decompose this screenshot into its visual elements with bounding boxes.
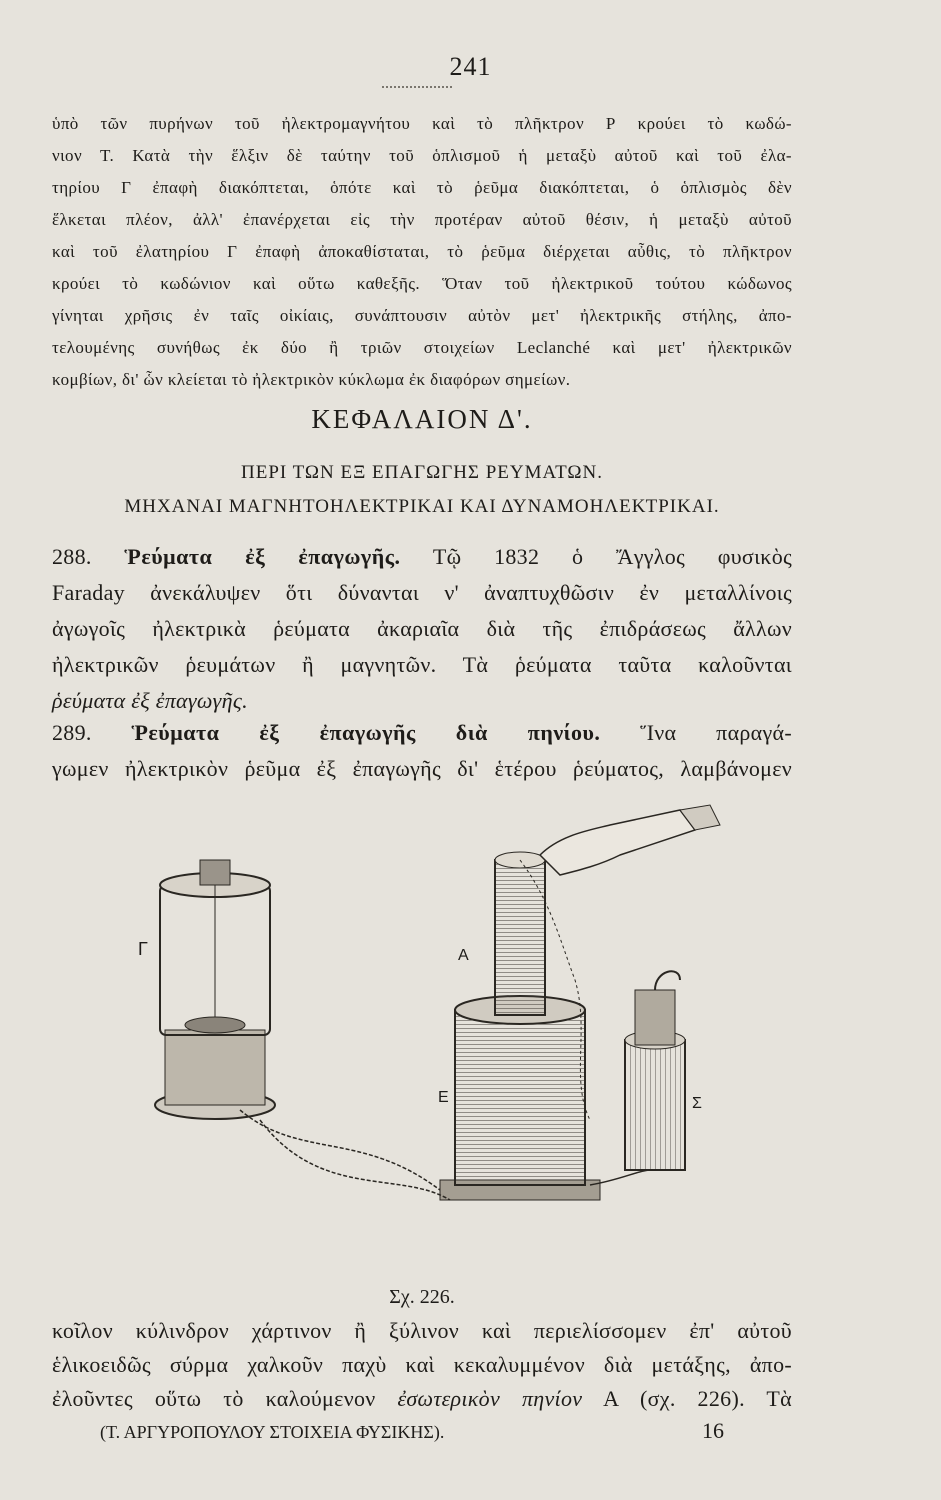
induction-coil-illustration xyxy=(120,800,820,1270)
text-line: Faraday ἀνεκάλυψεν ὅτι δύνανται ν' ἀναπτυχθῶσιν ἐν μεταλλίνοις xyxy=(52,580,792,605)
text-segment: Τῷ 1832 ὁ Ἄγγλος φυσικὸς xyxy=(432,544,793,569)
section-heading-subtitle: ΜΗΧΑΝΑΙ ΜΑΓΝΗΤΟΗΛΕΚΤΡΙΚΑΙ ΚΑΙ ΔΥΝΑΜΟΗΛΕΚΤΡΙΚΑΙ. xyxy=(124,496,720,517)
text-line xyxy=(52,1386,792,1412)
text-line: γίνηται χρῆσις ἐν ταῖς οἰκίαις, συνάπτουσιν αὐτὸν μετ' ἠλεκτρικῆς στήλης, ἀπο- xyxy=(52,306,792,325)
signature-number: 16 xyxy=(702,1418,724,1443)
figure-label-e: E xyxy=(438,1089,449,1106)
paragraph-title: Ῥεύματα ἐξ ἐπαγωγῆς. xyxy=(124,544,401,569)
battery-cell xyxy=(625,971,685,1170)
figure-caption: Σχ. 226. xyxy=(389,1286,455,1308)
text-line: ἑλικοειδῶς σύρμα χαλκοῦν παχὺ καὶ κεκαλυμμένον διὰ μετάξης, ἀπο- xyxy=(52,1352,792,1377)
text-line: γωμεν ἠλεκτρικὸν ῥεῦμα ἐξ ἐπαγωγῆς δι' ἑτέρου ῥεύματος, λαμβάνομεν xyxy=(52,756,792,781)
text-line: κοῖλον κύλινδρον χάρτινον ἢ ξύλινον καὶ περιελίσσομεν ἐπ' αὐτοῦ xyxy=(52,1318,792,1343)
text-line xyxy=(52,720,792,746)
text-line: καὶ τοῦ ἐλατηρίου Γ ἐπαφὴ ἀποκαθίσταται, τὸ ῥεῦμα διέρχεται αὖθις, τὸ πλῆκτρον xyxy=(52,242,792,261)
text-segment-italic: ἐσωτερικὸν πηνίον xyxy=(397,1386,583,1411)
text-line xyxy=(52,544,792,570)
text-segment: ἐλοῦντες οὕτω τὸ καλούμενον xyxy=(52,1386,376,1411)
text-line: ῥεύματα ἐξ ἐπαγωγῆς. xyxy=(52,688,248,713)
text-line: κρούει τὸ κωδώνιον καὶ οὕτω καθεξῆς. Ὅταν τοῦ ἠλεκτρικοῦ τούτου κώδωνος xyxy=(52,274,792,293)
text-line: ἕλκεται πλέον, ἀλλ' ἐπανέρχεται εἰς τὴν προτέραν αὐτοῦ θέσιν, ἡ μεταξὺ αὐτοῦ xyxy=(52,210,792,229)
wire xyxy=(240,1110,440,1190)
paragraph-title: Ῥεύματα ἐξ ἐπαγωγῆς διὰ πηνίου. xyxy=(131,720,601,745)
text-line: κομβίων, δι' ὧν κλείεται τὸ ἠλεκτρικὸν κύκλωμα ἐκ διαφόρων σημείων. xyxy=(52,370,571,389)
text-line: τελουμένης συνήθως ἐκ δύο ἢ τριῶν στοιχείων Leclanché καὶ μετ' ἠλεκτρικῶν xyxy=(52,338,792,357)
figure-label-gamma: Γ xyxy=(138,939,148,959)
text-segment: Ἵνα παραγά- xyxy=(640,720,792,745)
text-line: ὑπὸ τῶν πυρήνων τοῦ ἠλεκτρομαγνήτου καὶ τὸ πλῆκτρον Ρ κρούει τὸ κωδώ- xyxy=(52,114,792,133)
wire xyxy=(260,1120,450,1200)
primary-secondary-coil xyxy=(440,852,600,1200)
page-number: 241 xyxy=(449,52,492,81)
footer-source: (Τ. ΑΡΓΥΡΟΠΟΥΛΟΥ ΣΤΟΙΧΕΙΑ ΦΥΣΙΚΗΣ). xyxy=(100,1422,445,1442)
text-line: τηρίου Γ ἐπαφὴ διακόπτεται, ὁπότε καὶ τὸ ῥεῦμα διακόπτεται, ὁ ὁπλισμὸς δὲν xyxy=(52,178,792,197)
text-line: ἠλεκτρικῶν ῥευμάτων ἢ μαγνητῶν. Τὰ ῥεύματα ταῦτα καλοῦνται xyxy=(52,652,792,677)
text-segment: Α (σχ. 226). Τὰ xyxy=(603,1386,792,1411)
page-number-rule xyxy=(382,86,452,88)
galvanometer-bell-jar xyxy=(155,860,275,1119)
paragraph-number: 289. xyxy=(52,720,92,745)
text-line: νιον Τ. Κατὰ τὴν ἕλξιν δὲ ταύτην τοῦ ὁπλισμοῦ ἡ μεταξὺ αὐτοῦ καὶ τοῦ ἐλα- xyxy=(52,146,792,165)
chapter-title: ΚΕΦΑΛΑΙΟΝ Δ'. xyxy=(311,404,533,434)
text-line: ἀγωγοῖς ἠλεκτρικὰ ῥεύματα ἀκαριαῖα διὰ τῆς ἐπιδράσεως ἄλλων xyxy=(52,616,792,641)
paragraph-number: 288. xyxy=(52,544,92,569)
hand-illustration xyxy=(540,805,720,875)
figure-label-sigma: Σ xyxy=(692,1095,702,1112)
wire xyxy=(590,1170,650,1185)
figure-label-a: A xyxy=(458,947,469,964)
section-heading: ΠΕΡΙ ΤΩΝ ΕΞ ΕΠΑΓΩΓΗΣ ΡΕΥΜΑΤΩΝ. xyxy=(241,462,603,483)
